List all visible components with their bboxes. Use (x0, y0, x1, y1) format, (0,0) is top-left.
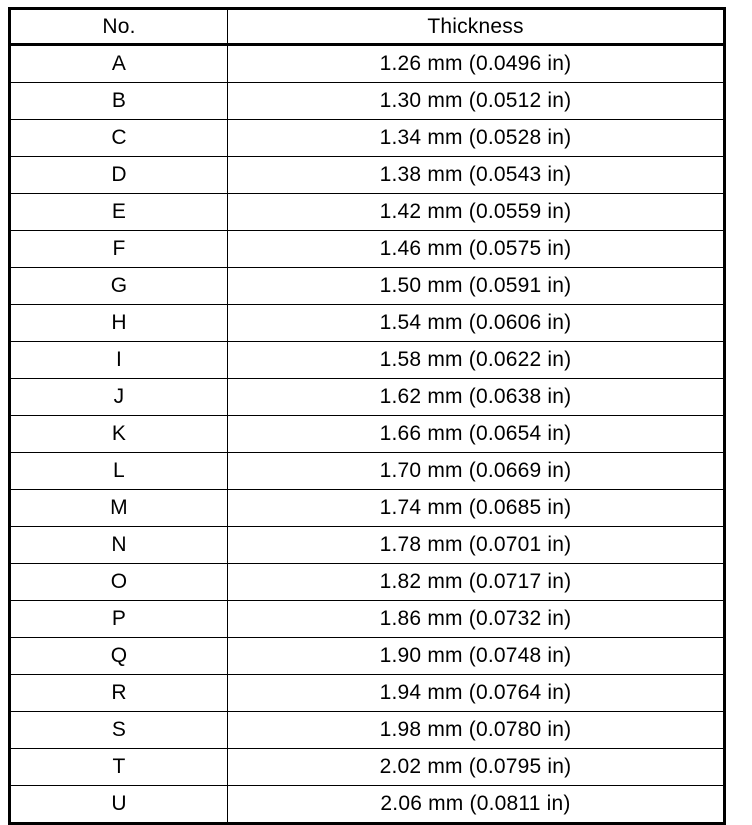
cell-no: G (10, 268, 228, 305)
table-row (10, 342, 725, 379)
table-row (10, 305, 725, 342)
table-row (10, 675, 725, 712)
table-row (10, 83, 725, 120)
cell-no: T (10, 749, 228, 786)
cell-no: K (10, 416, 228, 453)
cell-thickness: 1.34 mm (0.0528 in) (228, 120, 725, 157)
cell-no: Q (10, 638, 228, 675)
cell-thickness: 1.94 mm (0.0764 in) (228, 675, 725, 712)
cell-no: A (10, 45, 228, 83)
cell-thickness: 1.70 mm (0.0669 in) (228, 453, 725, 490)
cell-thickness: 1.42 mm (0.0559 in) (228, 194, 725, 231)
cell-no: P (10, 601, 228, 638)
table-header (10, 9, 725, 45)
table-row (10, 749, 725, 786)
header-no: No. (10, 9, 228, 45)
cell-thickness: 1.54 mm (0.0606 in) (228, 305, 725, 342)
table-row (10, 120, 725, 157)
cell-no: D (10, 157, 228, 194)
cell-no: R (10, 675, 228, 712)
table-row (10, 490, 725, 527)
cell-thickness: 1.90 mm (0.0748 in) (228, 638, 725, 675)
table-row (10, 379, 725, 416)
table-row (10, 564, 725, 601)
table-row (10, 231, 725, 268)
cell-thickness: 1.58 mm (0.0622 in) (228, 342, 725, 379)
cell-no: S (10, 712, 228, 749)
cell-thickness: 1.74 mm (0.0685 in) (228, 490, 725, 527)
cell-thickness: 1.26 mm (0.0496 in) (228, 45, 725, 83)
cell-thickness: 1.66 mm (0.0654 in) (228, 416, 725, 453)
cell-thickness: 1.50 mm (0.0591 in) (228, 268, 725, 305)
cell-thickness: 1.62 mm (0.0638 in) (228, 379, 725, 416)
thickness-table (8, 7, 726, 825)
table-row (10, 416, 725, 453)
table-row (10, 157, 725, 194)
table-row (10, 527, 725, 564)
cell-no: F (10, 231, 228, 268)
cell-thickness: 1.86 mm (0.0732 in) (228, 601, 725, 638)
cell-thickness: 1.82 mm (0.0717 in) (228, 564, 725, 601)
cell-thickness: 2.06 mm (0.0811 in) (228, 786, 725, 824)
table-row (10, 268, 725, 305)
cell-thickness: 1.38 mm (0.0543 in) (228, 157, 725, 194)
cell-no: M (10, 490, 228, 527)
cell-no: B (10, 83, 228, 120)
cell-thickness: 2.02 mm (0.0795 in) (228, 749, 725, 786)
header-row (10, 9, 725, 45)
cell-no: I (10, 342, 228, 379)
cell-thickness: 1.46 mm (0.0575 in) (228, 231, 725, 268)
cell-thickness: 1.30 mm (0.0512 in) (228, 83, 725, 120)
cell-no: N (10, 527, 228, 564)
cell-thickness: 1.78 mm (0.0701 in) (228, 527, 725, 564)
table-row (10, 194, 725, 231)
cell-no: L (10, 453, 228, 490)
cell-no: U (10, 786, 228, 824)
table-body (10, 45, 725, 824)
table-row (10, 453, 725, 490)
table-row (10, 712, 725, 749)
header-thickness: Thickness (228, 9, 725, 45)
table-row (10, 638, 725, 675)
table-row (10, 786, 725, 824)
cell-no: E (10, 194, 228, 231)
cell-no: C (10, 120, 228, 157)
cell-thickness: 1.98 mm (0.0780 in) (228, 712, 725, 749)
table-row (10, 601, 725, 638)
cell-no: J (10, 379, 228, 416)
table-row (10, 45, 725, 83)
cell-no: H (10, 305, 228, 342)
cell-no: O (10, 564, 228, 601)
